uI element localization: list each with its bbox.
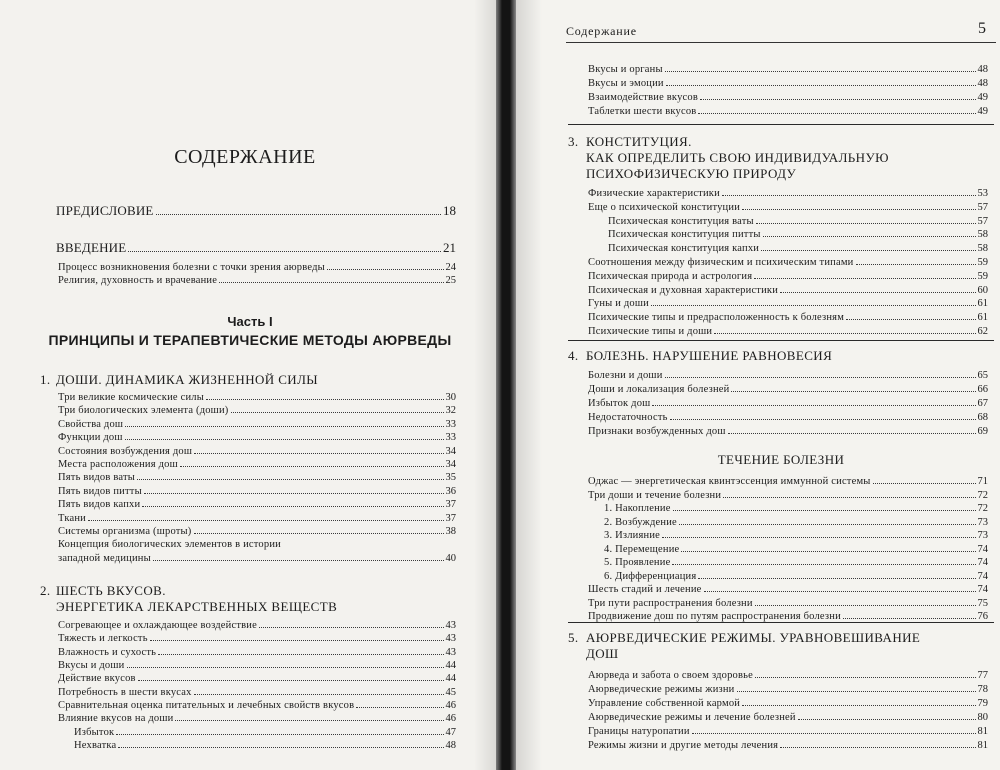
toc-entry[interactable] [588,424,988,438]
entry-page: 71 [977,476,988,487]
toc-entry[interactable] [588,76,988,90]
entry-label: Шесть стадий и лечение [588,584,702,595]
entry-page: 38 [445,526,456,537]
dot-leader [737,682,976,692]
toc-entry[interactable] [588,724,988,738]
dot-leader [175,711,443,721]
entry-label: Управление собственной кармой [588,698,741,709]
entry-label: Психическая конституция питты [608,229,761,241]
toc-entry[interactable] [58,273,456,287]
toc-entry[interactable] [604,528,988,542]
dot-leader [259,618,444,628]
toc-entry[interactable] [588,696,988,710]
toc-entry[interactable] [588,283,988,297]
chapter-number: 5. [568,630,579,645]
entry-label: 6. Дифференциация [604,570,697,582]
entry-page: 30 [445,392,456,403]
entry-label: Функции дош [58,432,123,444]
toc-entry[interactable] [588,296,988,310]
entry-label: Границы натуропатии [588,726,690,737]
entry-label: Признаки возбужденных дош [588,426,726,437]
entry-label: Пять видов питты [58,485,142,497]
entry-page: 18 [443,203,456,218]
entry-label: Процесс возникновения болезни с точки зрения аюрведы [58,262,325,273]
entry-page: 81 [977,740,988,751]
entry-page: 33 [445,432,456,444]
entry-label: 2. Возбуждение [604,516,677,528]
dot-leader [742,200,975,210]
entry-label: Психические типы и доши [588,326,713,337]
entry-page: 34 [445,445,456,457]
entry-label: Еще о психической конституции [588,201,741,213]
toc-entry[interactable] [588,186,988,200]
entry-label: Болезни и доши [588,370,663,381]
right-page [516,0,1000,770]
dot-leader [327,260,444,270]
toc-entry-concept-line2[interactable] [58,551,456,565]
entry-label: Аюрведические режимы и лечение болезней [588,712,796,723]
entry-page: 49 [977,92,988,103]
entry-label: Вкусы и эмоции [588,78,664,89]
entry-label: Системы организма (шроты) [58,526,192,537]
entry-label: Психическая конституция капхи [608,243,760,255]
dot-leader [856,255,976,265]
entry-label: Места расположения дош [58,459,178,470]
entry-label: 4. Перемещение [604,543,680,555]
dot-leader [356,698,443,708]
contents-title: СОДЕРЖАНИЕ [174,146,316,168]
toc-entry[interactable] [604,515,988,529]
entry-page: 81 [977,726,988,737]
entry-label: Действие вкусов [58,673,136,685]
toc-entry[interactable] [588,269,988,283]
entry-page: 74 [977,584,988,595]
chapter-number: 4. [568,348,579,363]
entry-page: 72 [977,503,988,514]
dot-leader [698,104,975,114]
entry-page: 46 [445,713,456,725]
entry-page: 44 [445,659,456,671]
toc-entry[interactable] [58,711,456,725]
dot-leader [763,227,976,237]
toc-entry[interactable] [58,430,456,444]
toc-entry[interactable] [588,382,988,396]
toc-entry[interactable] [74,725,456,739]
toc-entry[interactable] [588,324,988,338]
entry-label: Влияние вкусов на доши [58,713,174,725]
entry-page: 32 [445,405,456,417]
chapter-2-heading[interactable] [40,583,460,615]
entry-label: Состояния возбуждения дош [58,445,193,457]
dot-leader [761,241,975,251]
chapter-number: 3. [568,134,579,149]
entry-page: 67 [977,398,988,409]
toc-entry[interactable] [604,542,988,556]
toc-entry[interactable] [58,511,456,525]
toc-entry[interactable] [58,484,456,498]
left-page [0,0,496,770]
toc-entry[interactable] [604,555,988,569]
dot-leader [118,738,443,748]
dot-leader [698,569,975,579]
dot-leader [180,457,444,467]
toc-entry[interactable] [588,668,988,682]
part-label: Часть I [227,314,273,329]
entry-page: 74 [977,543,988,555]
chapter-1-heading[interactable] [40,372,460,388]
book-gutter [496,0,516,770]
dot-leader [125,430,444,440]
dot-leader [714,324,975,334]
entry-label: Недостаточность [588,412,668,423]
entry-label: 5. Проявление [604,557,671,568]
entry-page: 74 [977,570,988,582]
entry-page: 34 [445,459,456,470]
dot-leader [843,609,976,619]
entry-label: Избыток дош [588,398,651,409]
dot-leader [679,515,976,525]
dot-leader [670,410,976,420]
part-title: ПРИНЦИПЫ И ТЕРАПЕВТИЧЕСКИЕ МЕТОДЫ АЮРВЕДЫ [48,332,452,348]
entry-page: 24 [445,262,456,273]
entry-page: 37 [445,512,456,524]
toc-entry[interactable] [588,582,988,596]
chapter-number: 2. [40,583,51,598]
entry-label: Тяжесть и легкость [58,633,148,645]
toc-entry[interactable] [58,403,456,417]
toc-entry[interactable] [588,609,988,623]
entry-label: 3. Излияние [604,530,661,541]
chapter-4-heading[interactable] [568,348,994,364]
entry-page: 49 [977,106,988,117]
dot-leader [754,269,975,279]
entry-label: Вкусы и органы [588,64,663,75]
toc-entry[interactable] [608,241,988,255]
toc-entry[interactable] [58,698,456,712]
dot-leader [158,645,443,655]
toc-entry[interactable] [58,685,456,699]
entry-page: 66 [977,384,988,395]
toc-entry[interactable] [588,200,988,214]
dot-leader [665,62,976,72]
chapter-5-heading[interactable] [568,630,994,662]
toc-entry[interactable] [58,631,456,645]
entry-page: 60 [977,284,988,296]
chapter-3-heading[interactable] [568,134,994,182]
dot-leader [651,296,976,306]
dot-leader [156,203,441,215]
dot-leader [150,631,444,641]
toc-entry[interactable] [604,501,988,515]
chapter-title-line1: КОНСТИТУЦИЯ. [586,134,692,149]
entry-page: 58 [977,229,988,241]
toc-entry[interactable] [58,260,456,274]
entry-page: 59 [977,257,988,268]
entry-label: Три великие космические силы [58,392,204,403]
entry-label: Избыток [74,727,115,738]
entry-label: западной медицины [58,553,151,564]
toc-entry[interactable] [588,368,988,382]
entry-page: 36 [445,485,456,497]
entry-label: ПРЕДИСЛОВИЕ [56,203,154,218]
toc-entry[interactable] [588,710,988,724]
entry-label: Три доши и течение болезни [588,489,722,501]
toc-entry-preface[interactable] [56,203,456,218]
section-divider [568,340,994,341]
entry-page: 57 [977,201,988,213]
dot-leader [652,396,975,406]
toc-entry[interactable] [588,738,988,752]
dot-leader [681,542,975,552]
entry-page: 69 [977,426,988,437]
chapter-title: ДОШИ. ДИНАМИКА ЖИЗНЕННОЙ СИЛЫ [56,372,319,387]
entry-label: Продвижение дош по путям распространения болезни [588,611,841,622]
entry-label: Психическая и духовная характеристики [588,284,779,296]
toc-entry[interactable] [588,488,988,502]
chapter-title-line2: КАК ОПРЕДЕЛИТЬ СВОЮ ИНДИВИДУАЛЬНУЮ [586,150,889,165]
entry-page: 76 [977,611,988,622]
page-number: 5 [978,20,986,37]
entry-page: 80 [977,712,988,723]
toc-entry[interactable] [588,596,988,610]
entry-label: Потребность в шести вкусах [58,686,192,698]
dot-leader [88,511,444,521]
toc-entry[interactable] [58,671,456,685]
entry-page: 73 [977,516,988,528]
entry-label: Свойства дош [58,418,124,430]
dot-leader [798,710,976,720]
entry-label: Взаимодействие вкусов [588,92,698,103]
chapter-title-line3: ПСИХОФИЗИЧЕСКУЮ ПРИРОДУ [586,166,797,181]
dot-leader [756,214,976,224]
dot-leader [755,668,975,678]
toc-entry[interactable] [588,410,988,424]
toc-entry[interactable] [588,310,988,324]
entry-label: Пять видов капхи [58,499,141,511]
toc-entry[interactable] [58,524,456,538]
dot-leader [231,403,444,413]
entry-label: Вкусы и доши [58,659,125,671]
toc-entry[interactable] [608,214,988,228]
dot-leader [692,724,976,734]
entry-page: 46 [445,699,456,711]
toc-entry[interactable] [608,227,988,241]
dot-leader [704,582,976,592]
dot-leader [742,696,975,706]
toc-entry[interactable] [58,417,456,431]
entry-label: Соотношения между физическим и психическим типами [588,257,854,268]
entry-page: 44 [445,673,456,685]
dot-leader [137,470,443,480]
entry-page: 43 [445,620,456,631]
dot-leader [219,273,443,283]
dot-leader [780,283,975,293]
entry-label: ВВЕДЕНИЕ [56,240,127,255]
entry-page: 77 [977,670,988,681]
running-head: Содержание [566,24,637,38]
entry-label: 1. Накопление [604,503,671,514]
dot-leader [755,596,976,606]
entry-label: Физические характеристики [588,188,720,199]
dot-leader [194,524,444,534]
toc-entry[interactable] [58,444,456,458]
toc-entry[interactable] [58,658,456,672]
entry-page: 48 [977,64,988,75]
entry-label: Психическая конституция ваты [608,215,754,227]
entry-page: 59 [977,270,988,282]
toc-entry[interactable] [588,90,988,104]
entry-label: Доши и локализация болезней [588,384,730,395]
entry-label: Три пути распространения болезни [588,597,753,609]
entry-page: 73 [977,530,988,541]
toc-entry[interactable] [58,457,456,471]
chapter-title-line2: ДОШ [586,646,619,661]
dot-leader [194,444,443,454]
dot-leader [666,76,976,86]
dot-leader [873,474,976,484]
dot-leader [194,685,444,695]
dot-leader [142,497,443,507]
toc-entry[interactable] [58,390,456,404]
dot-leader [846,310,975,320]
entry-page: 61 [977,312,988,324]
entry-label: Оджас — энергетическая квинтэссенция иммунной системы [588,476,871,487]
entry-label: Психическая природа и астрология [588,270,753,282]
toc-entry[interactable] [74,738,456,752]
toc-entry[interactable] [58,470,456,484]
toc-entry[interactable] [58,618,456,632]
part-heading [30,314,470,348]
toc-entry[interactable] [588,682,988,696]
section-divider [568,622,994,623]
toc-entry[interactable] [58,497,456,511]
toc-entry[interactable] [604,569,988,583]
dot-leader [673,501,976,511]
entry-label: Нехватка [74,740,117,751]
header-rule [566,42,996,43]
entry-label: Согревающее и охлаждающее воздействие [58,620,257,631]
entry-page: 61 [977,298,988,310]
entry-label: Ткани [58,512,86,524]
entry-page: 25 [445,275,456,286]
section-divider [568,124,994,125]
entry-page: 45 [445,686,456,698]
entry-page: 43 [445,633,456,645]
entry-label: Психические типы и предрасположенность к болезням [588,312,845,324]
toc-entry[interactable] [588,62,988,76]
section-heading-course: ТЕЧЕНИЕ БОЛЕЗНИ [717,452,845,467]
dot-leader [116,725,443,735]
entry-page: 48 [445,740,456,751]
entry-page: 79 [977,698,988,709]
entry-page: 68 [977,412,988,423]
dot-leader [665,368,976,378]
dot-leader [144,484,444,494]
dot-leader [700,90,976,100]
entry-label: Режимы жизни и другие методы лечения [588,740,779,751]
dot-leader [722,186,976,196]
entry-label: Пять видов ваты [58,472,136,484]
dot-leader [127,658,444,668]
dot-leader [672,555,975,565]
entry-page: 37 [445,499,456,511]
entry-label: Три биологических элемента (доши) [58,405,229,417]
entry-page: 40 [445,553,456,564]
dot-leader [128,240,441,252]
entry-label: Аюрведические режимы жизни [588,684,735,695]
entry-page: 72 [977,489,988,501]
chapter-title: БОЛЕЗНЬ. НАРУШЕНИЕ РАВНОВЕСИЯ [586,348,833,363]
entry-page: 58 [977,243,988,255]
toc-entry[interactable] [588,474,988,488]
toc-entry-concept-line1[interactable]: Концепция биологических элементов в истории [58,539,281,550]
chapter-title-line2: ЭНЕРГЕТИКА ЛЕКАРСТВЕННЫХ ВЕЩЕСТВ [56,599,338,614]
entry-label: Влажность и сухость [58,646,157,658]
dot-leader [138,671,444,681]
dot-leader [731,382,975,392]
dot-leader [728,424,976,434]
toc-entry[interactable] [588,396,988,410]
chapter-number: 1. [40,372,51,387]
entry-page: 21 [443,240,456,255]
entry-page: 75 [977,597,988,609]
entry-page: 43 [445,646,456,658]
entry-page: 78 [977,684,988,695]
toc-entry[interactable] [58,645,456,659]
entry-label: Таблетки шести вкусов [588,106,697,117]
entry-page: 53 [977,188,988,199]
dot-leader [153,551,444,561]
dot-leader [723,488,975,498]
entry-page: 74 [977,557,988,568]
dot-leader [206,390,444,400]
entry-page: 35 [445,472,456,484]
entry-label: Гуны и доши [588,298,649,310]
entry-page: 47 [445,727,456,738]
dot-leader [125,417,443,427]
entry-page: 62 [977,326,988,337]
toc-entry[interactable] [588,255,988,269]
entry-page: 65 [977,370,988,381]
toc-entry-intro[interactable] [56,240,456,255]
toc-entry[interactable] [588,104,988,118]
entry-label: Аюрведа и забота о своем здоровье [588,670,754,681]
entry-label: Сравнительная оценка питательных и лечебных свойств вкусов [58,699,355,711]
entry-page: 57 [977,215,988,227]
chapter-title-line1: АЮРВЕДИЧЕСКИЕ РЕЖИМЫ. УРАВНОВЕШИВАНИЕ [586,630,921,645]
entry-label: Религия, духовность и врачевание [58,275,218,286]
entry-page: 48 [977,78,988,89]
entry-page: 33 [445,418,456,430]
dot-leader [780,738,975,748]
dot-leader [662,528,975,538]
chapter-title-line1: ШЕСТЬ ВКУСОВ. [56,583,166,598]
